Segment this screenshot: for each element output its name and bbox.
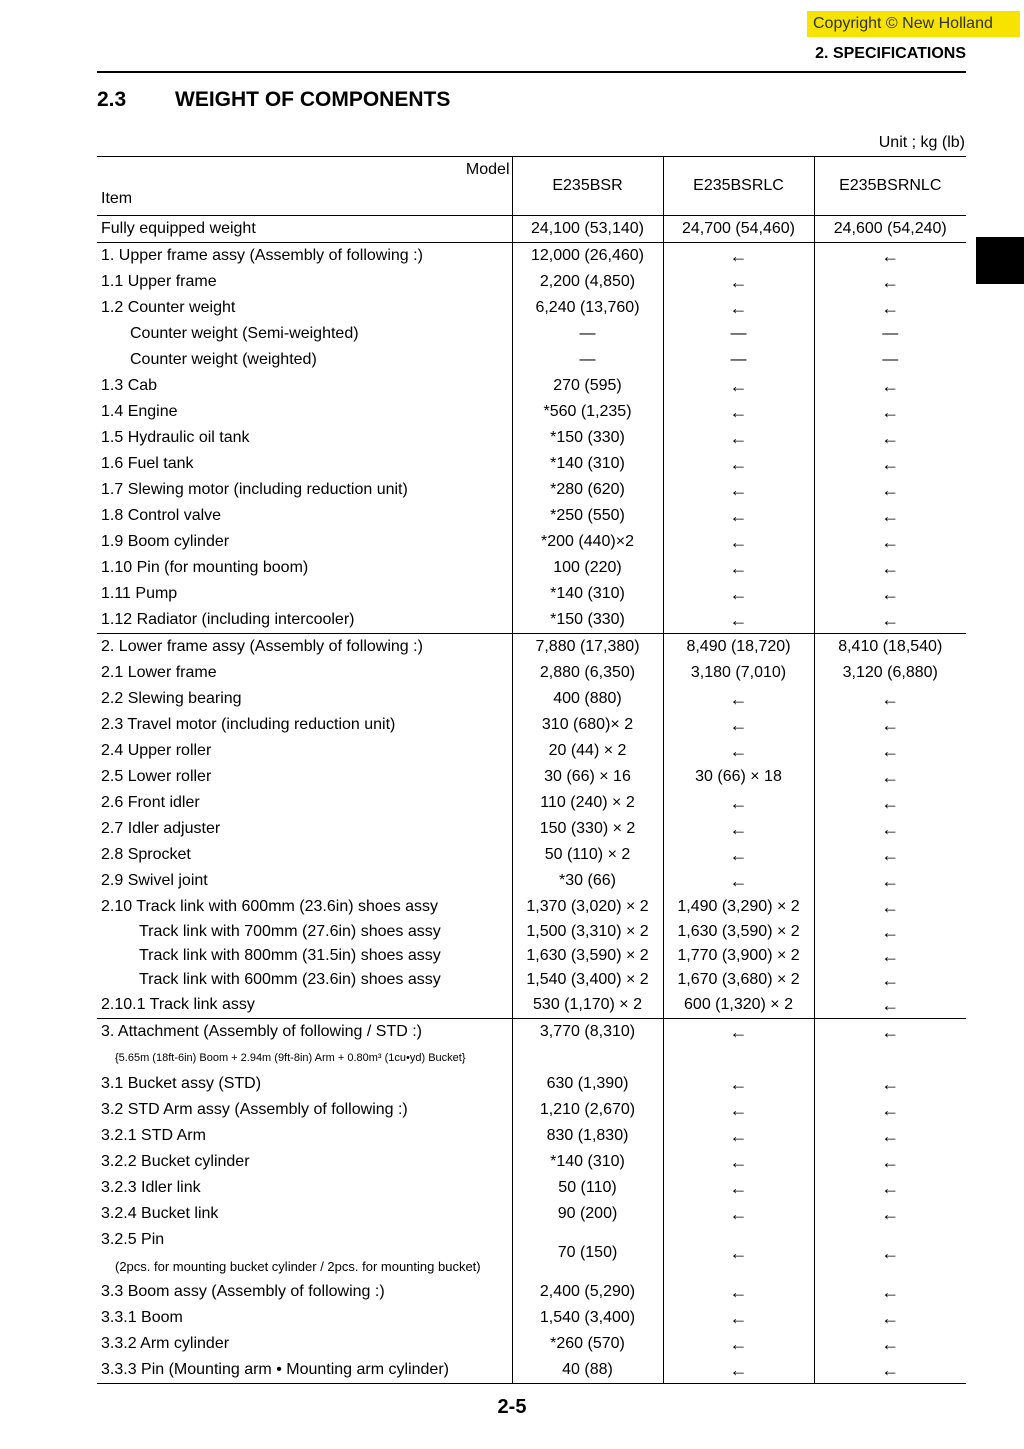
- item-cell: 2.8 Sprocket: [101, 846, 191, 863]
- chapter-tab-marker: [976, 237, 1024, 284]
- value-cell: ←: [663, 738, 814, 764]
- value-cell: *200 (440)×2: [512, 529, 663, 555]
- value-cell: ←: [814, 1071, 966, 1097]
- value-cell: 110 (240) × 2: [512, 790, 663, 816]
- value-cell: ←: [663, 1227, 814, 1279]
- title-text: WEIGHT OF COMPONENTS: [175, 88, 451, 111]
- value-cell: 1,490 (3,290) × 2: [663, 894, 814, 920]
- item-cell: 2.1 Lower frame: [101, 664, 217, 681]
- item-cell: 1.12 Radiator (including intercooler): [101, 611, 355, 628]
- value-cell: 1,370 (3,020) × 2: [512, 894, 663, 920]
- value-cell: 8,410 (18,540): [814, 634, 966, 661]
- value-cell: 2,200 (4,850): [512, 269, 663, 295]
- value-cell: 20 (44) × 2: [512, 738, 663, 764]
- value-cell: 50 (110) × 2: [512, 842, 663, 868]
- item-label: Item: [101, 190, 133, 207]
- pin-note: (2pcs. for mounting bucket cylinder / 2pcs. for mounting bucket): [115, 1258, 481, 1274]
- value-cell: ←: [814, 944, 966, 968]
- table-row: [97, 790, 966, 816]
- page-number: 2-5: [497, 1396, 527, 1418]
- value-cell: ←: [814, 607, 966, 634]
- value-cell: ←: [814, 712, 966, 738]
- value-cell: ←: [814, 555, 966, 581]
- value-cell: 24,700 (54,460): [663, 216, 814, 243]
- value-cell: ←: [814, 503, 966, 529]
- model-header: E235BSRLC: [663, 157, 814, 216]
- value-cell: ←: [814, 451, 966, 477]
- table-row: [97, 269, 966, 295]
- table-row: [97, 920, 966, 944]
- value-cell: 1,540 (3,400): [512, 1305, 663, 1331]
- table-row: [97, 894, 966, 920]
- value-cell: ←: [814, 1279, 966, 1305]
- value-cell: *260 (570): [512, 1331, 663, 1357]
- value-cell: ←: [814, 738, 966, 764]
- item-cell: 1.11 Pump: [101, 585, 178, 602]
- table-row: [97, 764, 966, 790]
- value-cell: ←: [663, 686, 814, 712]
- value-cell: ←: [814, 1357, 966, 1384]
- value-cell: —: [814, 347, 966, 373]
- value-cell: 150 (330) × 2: [512, 816, 663, 842]
- item-cell: 1.1 Upper frame: [101, 273, 217, 290]
- value-cell: ←: [663, 816, 814, 842]
- value-cell: ←: [663, 373, 814, 399]
- value-cell: ←: [663, 477, 814, 503]
- value-cell: 270 (595): [512, 373, 663, 399]
- value-cell: ←: [663, 529, 814, 555]
- value-cell: 1,630 (3,590) × 2: [512, 944, 663, 968]
- item-cell: 3.3.3 Pin (Mounting arm • Mounting arm cylinder): [97, 1357, 512, 1384]
- table-row: [97, 842, 966, 868]
- item-cell: 2.3 Travel motor (including reduction unit): [101, 716, 396, 733]
- table-row: [97, 425, 966, 451]
- value-cell: ←: [814, 1123, 966, 1149]
- item-cell: 1. Upper frame assy (Assembly of following :): [97, 243, 512, 270]
- value-cell: 600 (1,320) × 2: [663, 992, 814, 1019]
- value-cell: *150 (330): [512, 607, 663, 634]
- value-cell: —: [814, 321, 966, 347]
- value-cell: ←: [814, 920, 966, 944]
- value-cell: ←: [814, 894, 966, 920]
- value-cell: *30 (66): [512, 868, 663, 894]
- value-cell: ←: [814, 477, 966, 503]
- item-cell: 2.10 Track link with 600mm (23.6in) shoes assy: [101, 898, 439, 915]
- item-cell: Track link with 700mm (27.6in) shoes assy: [139, 923, 441, 940]
- value-cell: 8,490 (18,720): [663, 634, 814, 661]
- value-cell: 400 (880): [512, 686, 663, 712]
- value-cell: 30 (66) × 16: [512, 764, 663, 790]
- value-cell: ←: [814, 686, 966, 712]
- table-row: [97, 529, 966, 555]
- table-row: [97, 1123, 966, 1149]
- item-cell: 1.10 Pin (for mounting boom): [101, 559, 309, 576]
- model-header: E235BSRNLC: [814, 157, 966, 216]
- table-row: [97, 1357, 966, 1384]
- unit-label: Unit ; kg (lb): [878, 134, 965, 151]
- value-cell: 50 (110): [512, 1175, 663, 1201]
- table-row: [97, 1149, 966, 1175]
- model-label: Model: [465, 161, 510, 178]
- value-cell: 12,000 (26,460): [512, 243, 663, 270]
- table-row: [97, 347, 966, 373]
- item-cell: 3.2.4 Bucket link: [101, 1205, 219, 1222]
- value-cell: 70 (150): [512, 1227, 663, 1279]
- value-cell: 1,540 (3,400) × 2: [512, 968, 663, 992]
- value-cell: 830 (1,830): [512, 1123, 663, 1149]
- value-cell: ←: [814, 425, 966, 451]
- item-cell: 3.3.1 Boom: [101, 1309, 183, 1326]
- table-row: [97, 1305, 966, 1331]
- item-cell: 2.5 Lower roller: [101, 768, 212, 785]
- value-cell: ←: [663, 503, 814, 529]
- item-cell: 1.6 Fuel tank: [101, 455, 194, 472]
- item-cell: 2.10.1 Track link assy: [101, 996, 255, 1013]
- value-cell: ←: [814, 243, 966, 270]
- item-cell: 1.2 Counter weight: [101, 299, 236, 316]
- value-cell: ←: [663, 425, 814, 451]
- item-cell: 3. Attachment (Assembly of following / STD :): [97, 1019, 512, 1046]
- item-cell: 2.6 Front idler: [101, 794, 200, 811]
- value-cell: ←: [663, 581, 814, 607]
- table-row: [97, 399, 966, 425]
- value-cell: ←: [663, 451, 814, 477]
- table-row: [97, 968, 966, 992]
- table-row: [97, 868, 966, 894]
- table-row: [97, 321, 966, 347]
- item-cell: 3.2.3 Idler link: [101, 1179, 201, 1196]
- value-cell: ←: [814, 816, 966, 842]
- value-cell: ←: [814, 1019, 966, 1046]
- value-cell: 6,240 (13,760): [512, 295, 663, 321]
- copyright-banner: Copyright © New Holland: [807, 11, 1020, 37]
- table-row: [97, 1331, 966, 1357]
- value-cell: ←: [814, 529, 966, 555]
- value-cell: 3,180 (7,010): [663, 660, 814, 686]
- item-cell: 2.7 Idler adjuster: [101, 820, 221, 837]
- table-row: [97, 816, 966, 842]
- value-cell: 90 (200): [512, 1201, 663, 1227]
- item-cell: 3.2.2 Bucket cylinder: [101, 1153, 250, 1170]
- value-cell: *250 (550): [512, 503, 663, 529]
- item-cell: Counter weight (weighted): [130, 351, 317, 368]
- value-cell: ←: [814, 399, 966, 425]
- value-cell: ←: [814, 295, 966, 321]
- page-title: [97, 88, 450, 112]
- table-row: [97, 607, 966, 634]
- item-cell: 3.2.1 STD Arm: [101, 1127, 206, 1144]
- value-cell: 1,210 (2,670): [512, 1097, 663, 1123]
- table-row: [97, 1175, 966, 1201]
- value-cell: ←: [663, 1123, 814, 1149]
- value-cell: ←: [814, 1305, 966, 1331]
- table-header-row: [97, 157, 966, 216]
- value-cell: ←: [663, 1305, 814, 1331]
- value-cell: 1,770 (3,900) × 2: [663, 944, 814, 968]
- value-cell: 1,630 (3,590) × 2: [663, 920, 814, 944]
- value-cell: ←: [663, 1149, 814, 1175]
- table-row: [97, 660, 966, 686]
- value-cell: ←: [663, 842, 814, 868]
- table-row: [97, 944, 966, 968]
- value-cell: 2,880 (6,350): [512, 660, 663, 686]
- table-row: [97, 738, 966, 764]
- table-row: [97, 1071, 966, 1097]
- value-cell: ←: [814, 1097, 966, 1123]
- table-row: [97, 216, 966, 243]
- value-cell: 530 (1,170) × 2: [512, 992, 663, 1019]
- value-cell: ←: [663, 607, 814, 634]
- value-cell: ←: [663, 1071, 814, 1097]
- table-row: [97, 1019, 966, 1046]
- value-cell: 630 (1,390): [512, 1071, 663, 1097]
- value-cell: ←: [814, 968, 966, 992]
- value-cell: ←: [663, 1019, 814, 1046]
- table-row: [97, 451, 966, 477]
- table-row: [97, 712, 966, 738]
- item-cell: 2.9 Swivel joint: [101, 872, 208, 889]
- table-row: [97, 373, 966, 399]
- value-cell: ←: [814, 764, 966, 790]
- value-cell: 310 (680)× 2: [512, 712, 663, 738]
- item-cell: 3.2.5 Pin: [101, 1231, 165, 1248]
- value-cell: 7,880 (17,380): [512, 634, 663, 661]
- item-cell: 1.9 Boom cylinder: [101, 533, 230, 550]
- value-cell: ←: [663, 399, 814, 425]
- table-row: [97, 581, 966, 607]
- value-cell: ←: [663, 1331, 814, 1357]
- value-cell: 24,100 (53,140): [512, 216, 663, 243]
- value-cell: —: [512, 321, 663, 347]
- item-cell: 3.2 STD Arm assy (Assembly of following :): [101, 1101, 408, 1118]
- value-cell: ←: [814, 1201, 966, 1227]
- value-cell: ←: [814, 868, 966, 894]
- table-row: [97, 1045, 966, 1071]
- value-cell: ←: [814, 842, 966, 868]
- section-header: 2. SPECIFICATIONS: [815, 45, 966, 62]
- value-cell: *140 (310): [512, 1149, 663, 1175]
- value-cell: ←: [663, 868, 814, 894]
- value-cell: ←: [814, 1227, 966, 1279]
- table-row: [97, 1279, 966, 1305]
- table-row: [97, 243, 966, 270]
- value-cell: *140 (310): [512, 581, 663, 607]
- item-cell: 3.3.2 Arm cylinder: [101, 1335, 230, 1352]
- value-cell: 3,120 (6,880): [814, 660, 966, 686]
- value-cell: ←: [814, 1331, 966, 1357]
- value-cell: —: [663, 347, 814, 373]
- item-cell: 2.2 Slewing bearing: [101, 690, 242, 707]
- value-cell: ←: [814, 581, 966, 607]
- value-cell: ←: [814, 373, 966, 399]
- value-cell: 30 (66) × 18: [663, 764, 814, 790]
- table-row: [97, 1097, 966, 1123]
- value-cell: —: [663, 321, 814, 347]
- value-cell: ←: [814, 269, 966, 295]
- item-cell: Track link with 800mm (31.5in) shoes assy: [139, 947, 441, 964]
- value-cell: ←: [663, 243, 814, 270]
- table-row: [97, 295, 966, 321]
- table-row: [97, 503, 966, 529]
- title-number: 2.3: [97, 88, 127, 111]
- value-cell: ←: [663, 269, 814, 295]
- value-cell: ←: [663, 1201, 814, 1227]
- item-cell: Counter weight (Semi-weighted): [130, 325, 359, 342]
- table-row: [97, 686, 966, 712]
- item-cell: 2.4 Upper roller: [101, 742, 212, 759]
- value-cell: *560 (1,235): [512, 399, 663, 425]
- value-cell: ←: [663, 712, 814, 738]
- item-cell: 3.1 Bucket assy (STD): [101, 1075, 262, 1092]
- value-cell: ←: [663, 555, 814, 581]
- value-cell: ←: [814, 1149, 966, 1175]
- value-cell: 2,400 (5,290): [512, 1279, 663, 1305]
- item-cell: 3.3 Boom assy (Assembly of following :): [101, 1283, 385, 1300]
- item-cell: 1.7 Slewing motor (including reduction unit): [101, 481, 408, 498]
- table-row: [97, 634, 966, 661]
- value-cell: *150 (330): [512, 425, 663, 451]
- item-cell: 1.8 Control valve: [101, 507, 222, 524]
- value-cell: 1,500 (3,310) × 2: [512, 920, 663, 944]
- value-cell: 3,770 (8,310): [512, 1019, 663, 1046]
- value-cell: ←: [663, 1279, 814, 1305]
- item-cell: Track link with 600mm (23.6in) shoes assy: [139, 971, 441, 988]
- header-divider: [97, 71, 966, 73]
- value-cell: ←: [814, 992, 966, 1019]
- item-cell: Fully equipped weight: [97, 216, 512, 243]
- value-cell: *140 (310): [512, 451, 663, 477]
- item-cell: 1.4 Engine: [101, 403, 178, 420]
- value-cell: 40 (88): [512, 1357, 663, 1384]
- value-cell: ←: [814, 1175, 966, 1201]
- item-cell: 1.5 Hydraulic oil tank: [101, 429, 250, 446]
- value-cell: ←: [663, 1097, 814, 1123]
- value-cell: 1,670 (3,680) × 2: [663, 968, 814, 992]
- value-cell: *280 (620): [512, 477, 663, 503]
- weights-table: [97, 156, 966, 1384]
- table-row: [97, 1201, 966, 1227]
- value-cell: —: [512, 347, 663, 373]
- value-cell: ←: [663, 1175, 814, 1201]
- value-cell: ←: [663, 790, 814, 816]
- value-cell: 100 (220): [512, 555, 663, 581]
- value-cell: ←: [814, 790, 966, 816]
- table-row: [97, 992, 966, 1019]
- value-cell: ←: [663, 295, 814, 321]
- attachment-note: {5.65m (18ft-6in) Boom + 2.94m (9ft-8in) Arm + 0.80m³ (1cu•yd) Bucket}: [115, 1052, 466, 1064]
- value-cell: 24,600 (54,240): [814, 216, 966, 243]
- table-row: [97, 555, 966, 581]
- table-row: [97, 1227, 966, 1253]
- table-row: [97, 477, 966, 503]
- value-cell: ←: [663, 1357, 814, 1384]
- model-header: E235BSR: [512, 157, 663, 216]
- item-cell: 2. Lower frame assy (Assembly of following :): [97, 634, 512, 661]
- item-cell: 1.3 Cab: [101, 377, 158, 394]
